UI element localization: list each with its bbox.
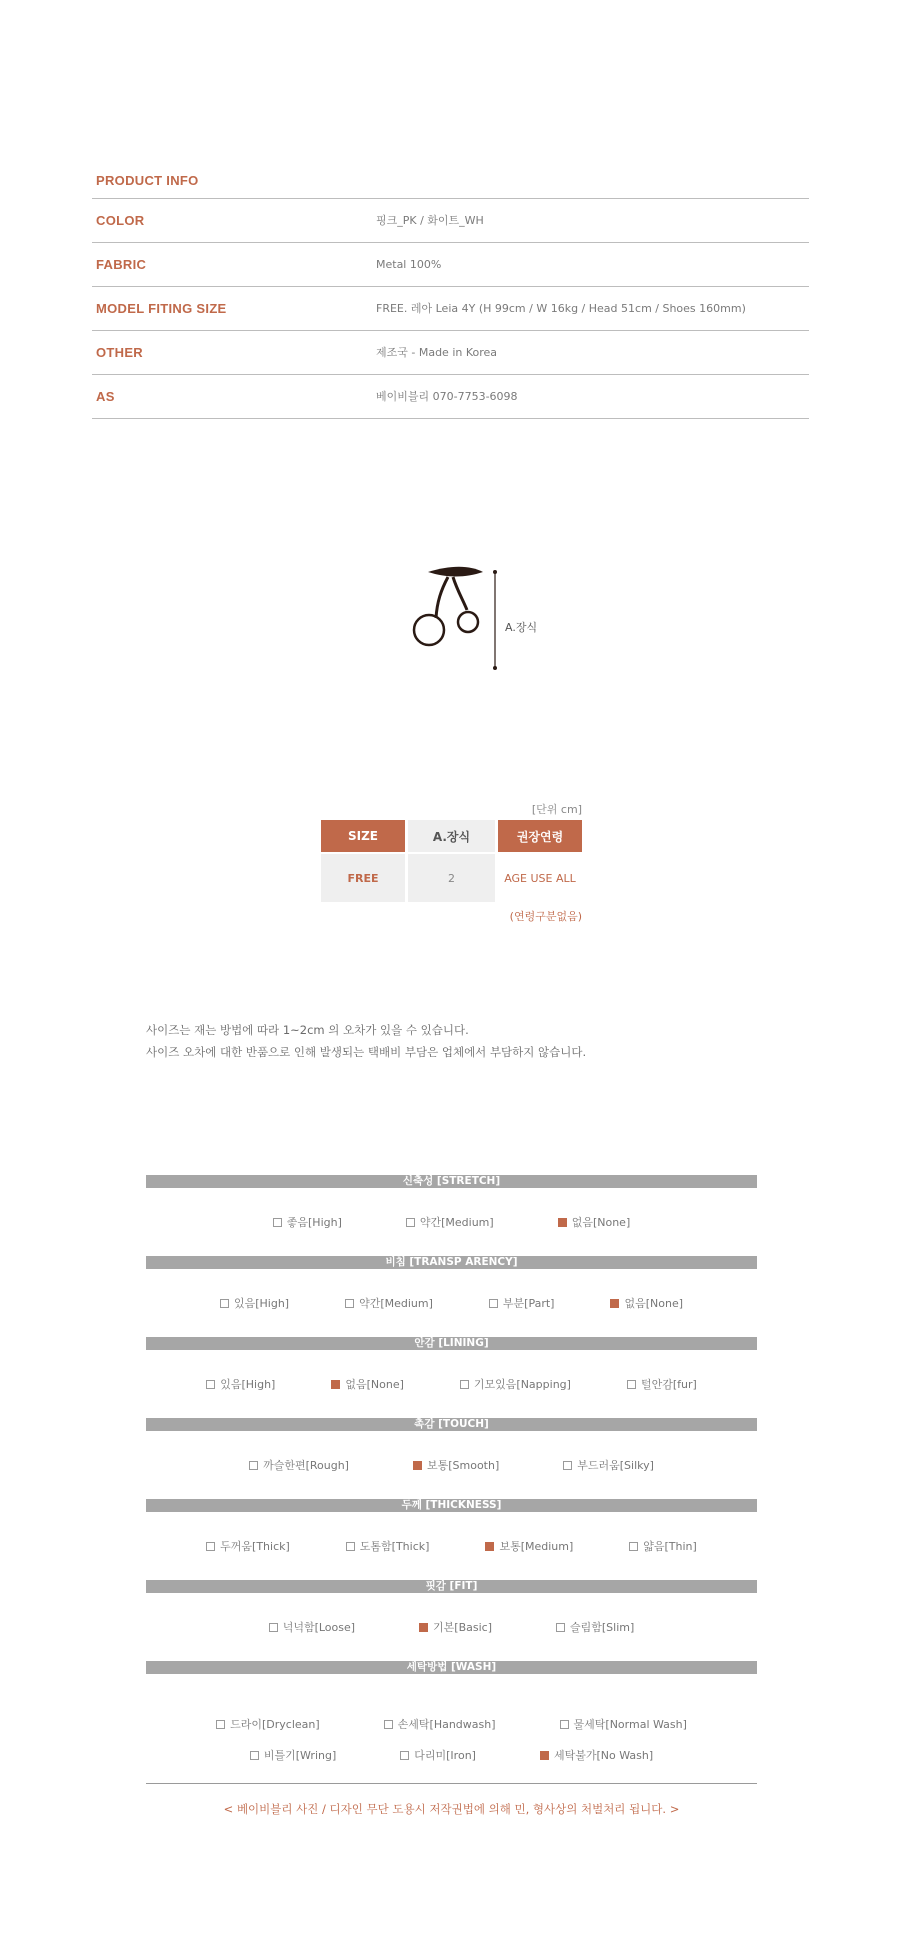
info-label: FABRIC — [96, 257, 147, 272]
size-cell: AGE USE ALL — [498, 854, 582, 902]
empty-box-icon — [556, 1623, 565, 1632]
property-section-title: 세탁방법 [WASH] — [146, 1661, 757, 1674]
option-label: 비틀기[Wring] — [263, 1749, 337, 1762]
option-label: 약간[Medium] — [359, 1297, 433, 1310]
property-options — [146, 1431, 757, 1499]
property-option — [346, 1538, 430, 1554]
product-info-title: PRODUCT INFO — [92, 164, 809, 199]
info-value: 핑크_PK / 화이트_WH — [376, 214, 484, 227]
info-label: OTHER — [96, 345, 143, 360]
property-option — [460, 1376, 571, 1392]
property-section-title: 두께 [THICKNESS] — [146, 1499, 757, 1512]
option-label: 세탁불가[No Wash] — [553, 1749, 654, 1762]
property-option — [406, 1214, 494, 1230]
dimension-end-top — [493, 570, 497, 574]
checked-box-icon — [331, 1380, 340, 1389]
option-label: 다리미[Iron] — [414, 1749, 476, 1762]
info-value: FREE. 레아 Leia 4Y (H 99cm / W 16kg / Head 51cm / Shoes 160mm) — [376, 302, 746, 315]
property-option — [610, 1295, 683, 1311]
option-label: 기본[Basic] — [433, 1621, 493, 1634]
property-options — [146, 1350, 757, 1418]
property-option — [556, 1619, 634, 1635]
property-option — [540, 1747, 653, 1763]
option-label: 부분[Part] — [502, 1297, 555, 1310]
property-option — [273, 1214, 342, 1230]
property-option — [419, 1619, 492, 1635]
property-option — [345, 1295, 433, 1311]
product-info-table — [92, 164, 809, 419]
property-options — [146, 1739, 757, 1771]
fabric-properties — [146, 1175, 757, 1775]
option-label: 얇음[Thin] — [643, 1540, 697, 1553]
option-label: 두꺼움[Thick] — [220, 1540, 290, 1553]
empty-box-icon — [273, 1218, 282, 1227]
option-label: 털안감[fur] — [640, 1378, 697, 1391]
property-section-title: 핏감 [FIT] — [146, 1580, 757, 1593]
property-option — [400, 1747, 476, 1763]
checked-box-icon — [419, 1623, 428, 1632]
property-option — [563, 1457, 654, 1473]
option-label: 보통[Smooth] — [426, 1459, 500, 1472]
option-label: 슬림함[Slim] — [570, 1621, 635, 1634]
size-unit: [단위 cm] — [531, 803, 582, 816]
empty-box-icon — [563, 1461, 572, 1470]
option-label: 까슬한편[Rough] — [263, 1459, 349, 1472]
empty-box-icon — [216, 1720, 225, 1729]
property-option — [250, 1747, 336, 1763]
empty-box-icon — [460, 1380, 469, 1389]
size-cell: FREE — [321, 854, 405, 902]
cherry-leaf — [428, 567, 483, 577]
empty-box-icon — [400, 1751, 409, 1760]
empty-box-icon — [269, 1623, 278, 1632]
empty-box-icon — [220, 1299, 229, 1308]
property-options — [146, 1593, 757, 1661]
empty-box-icon — [250, 1751, 259, 1760]
property-option — [331, 1376, 404, 1392]
size-header: 권장연령 — [498, 820, 582, 852]
property-option — [206, 1376, 275, 1392]
empty-box-icon — [629, 1542, 638, 1551]
size-table-header-row — [321, 820, 582, 852]
checked-box-icon — [558, 1218, 567, 1227]
option-label: 보통[Medium] — [499, 1540, 574, 1553]
property-option — [489, 1295, 555, 1311]
empty-box-icon — [384, 1720, 393, 1729]
property-option — [384, 1716, 496, 1732]
property-options — [146, 1691, 757, 1739]
property-option — [629, 1538, 697, 1554]
size-cell: 2 — [408, 854, 495, 902]
size-notice — [146, 1019, 586, 1063]
option-label: 도톰함[Thick] — [359, 1540, 430, 1553]
empty-box-icon — [627, 1380, 636, 1389]
empty-box-icon — [346, 1542, 355, 1551]
property-options — [146, 1269, 757, 1337]
info-row-model-size — [92, 287, 809, 331]
option-label: 없음[None] — [345, 1378, 404, 1391]
property-option — [216, 1716, 320, 1732]
checked-box-icon — [413, 1461, 422, 1470]
option-label: 약간[Medium] — [419, 1216, 494, 1229]
option-label: 넉넉함[Loose] — [282, 1621, 356, 1634]
property-options — [146, 1512, 757, 1580]
property-section-title: 촉감 [TOUCH] — [146, 1418, 757, 1431]
checked-box-icon — [610, 1299, 619, 1308]
info-label: COLOR — [96, 213, 145, 228]
property-option — [627, 1376, 697, 1392]
info-label: MODEL FITING SIZE — [96, 301, 227, 316]
info-row-as — [92, 375, 809, 419]
info-row-other — [92, 331, 809, 375]
empty-box-icon — [345, 1299, 354, 1308]
info-row-fabric — [92, 243, 809, 287]
property-section-title: 비침 [TRANSP ARENCY] — [146, 1256, 757, 1269]
info-label: AS — [96, 389, 115, 404]
size-table-row — [321, 854, 582, 902]
checked-box-icon — [485, 1542, 494, 1551]
cherry-large — [414, 615, 444, 645]
empty-box-icon — [249, 1461, 258, 1470]
empty-box-icon — [560, 1720, 569, 1729]
option-label: 없음[None] — [624, 1297, 684, 1310]
property-option — [558, 1214, 631, 1230]
option-label: 있음[High] — [233, 1297, 290, 1310]
property-option — [269, 1619, 355, 1635]
property-option — [560, 1716, 687, 1732]
option-label: 물세탁[Normal Wash] — [573, 1718, 687, 1731]
property-section-title: 신축성 [STRETCH] — [146, 1175, 757, 1188]
option-label: 좋음[High] — [286, 1216, 342, 1229]
divider — [146, 1783, 757, 1784]
cherry-stem-right — [453, 577, 467, 610]
option-label: 없음[None] — [571, 1216, 631, 1229]
checked-box-icon — [540, 1751, 549, 1760]
option-label: 손세탁[Handwash] — [397, 1718, 496, 1731]
property-option — [413, 1457, 499, 1473]
empty-box-icon — [489, 1299, 498, 1308]
info-value: 베이비블리 070-7753-6098 — [376, 390, 518, 403]
notice-line: 사이즈는 재는 방법에 따라 1~2cm 의 오차가 있을 수 있습니다. — [146, 1023, 469, 1037]
size-header: SIZE — [321, 820, 405, 852]
size-table — [318, 818, 585, 904]
property-option — [249, 1457, 349, 1473]
option-label: 부드러움[Silky] — [577, 1459, 654, 1472]
cherry-hairpin-illustration — [405, 560, 565, 680]
info-value: Metal 100% — [376, 258, 442, 271]
dimension-label: A.장식 — [505, 621, 538, 634]
dimension-end-bottom — [493, 666, 497, 670]
empty-box-icon — [406, 1218, 415, 1227]
property-options — [146, 1188, 757, 1256]
option-label: 드라이[Dryclean] — [230, 1718, 320, 1731]
option-label: 기모있음[Napping] — [473, 1378, 571, 1391]
property-option — [220, 1295, 289, 1311]
info-value: 제조국 - Made in Korea — [376, 346, 498, 359]
age-note: (연령구분없음) — [509, 910, 582, 923]
cherry-small — [458, 612, 478, 632]
property-option — [206, 1538, 290, 1554]
empty-box-icon — [206, 1542, 215, 1551]
option-label: 있음[High] — [220, 1378, 276, 1391]
copyright-notice: < 베이비블리 사진 / 디자인 무단 도용시 저작권법에 의해 민, 형사상의 처벌처리 됩니다. > — [223, 1802, 680, 1816]
size-header: A.장식 — [408, 820, 495, 852]
property-section-title: 안감 [LINING] — [146, 1337, 757, 1350]
info-row-color — [92, 199, 809, 243]
empty-box-icon — [206, 1380, 215, 1389]
cherry-stem-left — [436, 577, 448, 618]
property-option — [485, 1538, 573, 1554]
notice-line: 사이즈 오차에 대한 반품으로 인해 발생되는 택배비 부담은 업체에서 부담하지 않습니다. — [146, 1045, 587, 1059]
